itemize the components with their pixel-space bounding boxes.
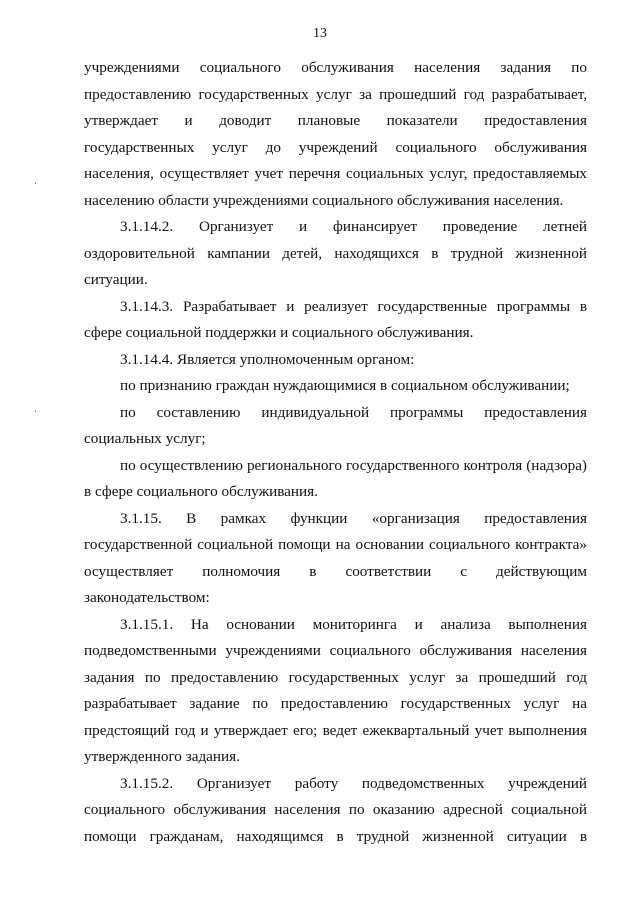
- paragraph-3-1-15-1: 3.1.15.1. На основании мониторинга и анализа выполнения подведомственными учреждениями социального обслуживания населения задания по предоставлению государственных услуг за прошедший год разрабатывает задание по предоставлению государственных услуг на предстоящий год и утверждает его; ведет ежеквартальный учет выполнения утвержденного задания.: [84, 615, 587, 765]
- paragraph-3-1-14-3: 3.1.14.3. Разрабатывает и реализует государственные программы в сфере социальной поддержки и социального обслуживания.: [84, 297, 587, 341]
- scan-mark: [35, 410, 36, 412]
- scan-mark: [35, 182, 36, 184]
- list-item-individual-program: по составлению индивидуальной программы предоставления социальных услуг;: [84, 403, 587, 447]
- page-number: 13: [313, 26, 327, 41]
- list-item-recognition: по признанию граждан нуждающимися в социальном обслуживании;: [120, 377, 570, 394]
- paragraph-3-1-15: 3.1.15. В рамках функции «организация предоставления государственной социальной помощи на основании социального контракта» осуществляет полномочия в соответствии с действующим законодательством:: [84, 509, 587, 606]
- paragraph-3-1-14-4: 3.1.14.4. Является уполномоченным органом:: [120, 350, 415, 368]
- document-body: [84, 55, 587, 850]
- paragraph-3-1-15-2: 3.1.15.2. Организует работу подведомственных учреждений социального обслуживания населения по оказанию адресной социальной помощи гражданам, находящимся в трудной жизненной ситуации в: [84, 774, 587, 845]
- paragraph-continuation: учреждениями социального обслуживания населения задания по предоставлению государственных услуг за прошедший год разрабатывает, утверждает и доводит плановые показатели предоставления государственных услуг до учреждений социального обслуживания населения, осуществляет учет перечня социальных услуг, предоставляемых населению области учреждениями социального обслуживания населения.: [84, 59, 587, 209]
- paragraph-3-1-14-2: 3.1.14.2. Организует и финансирует проведение летней оздоровительной кампании детей, находящихся в трудной жизненной ситуации.: [84, 218, 587, 288]
- list-item-regional-control: по осуществлению регионального государственного контроля (надзора) в сфере социального обслуживания.: [84, 456, 587, 500]
